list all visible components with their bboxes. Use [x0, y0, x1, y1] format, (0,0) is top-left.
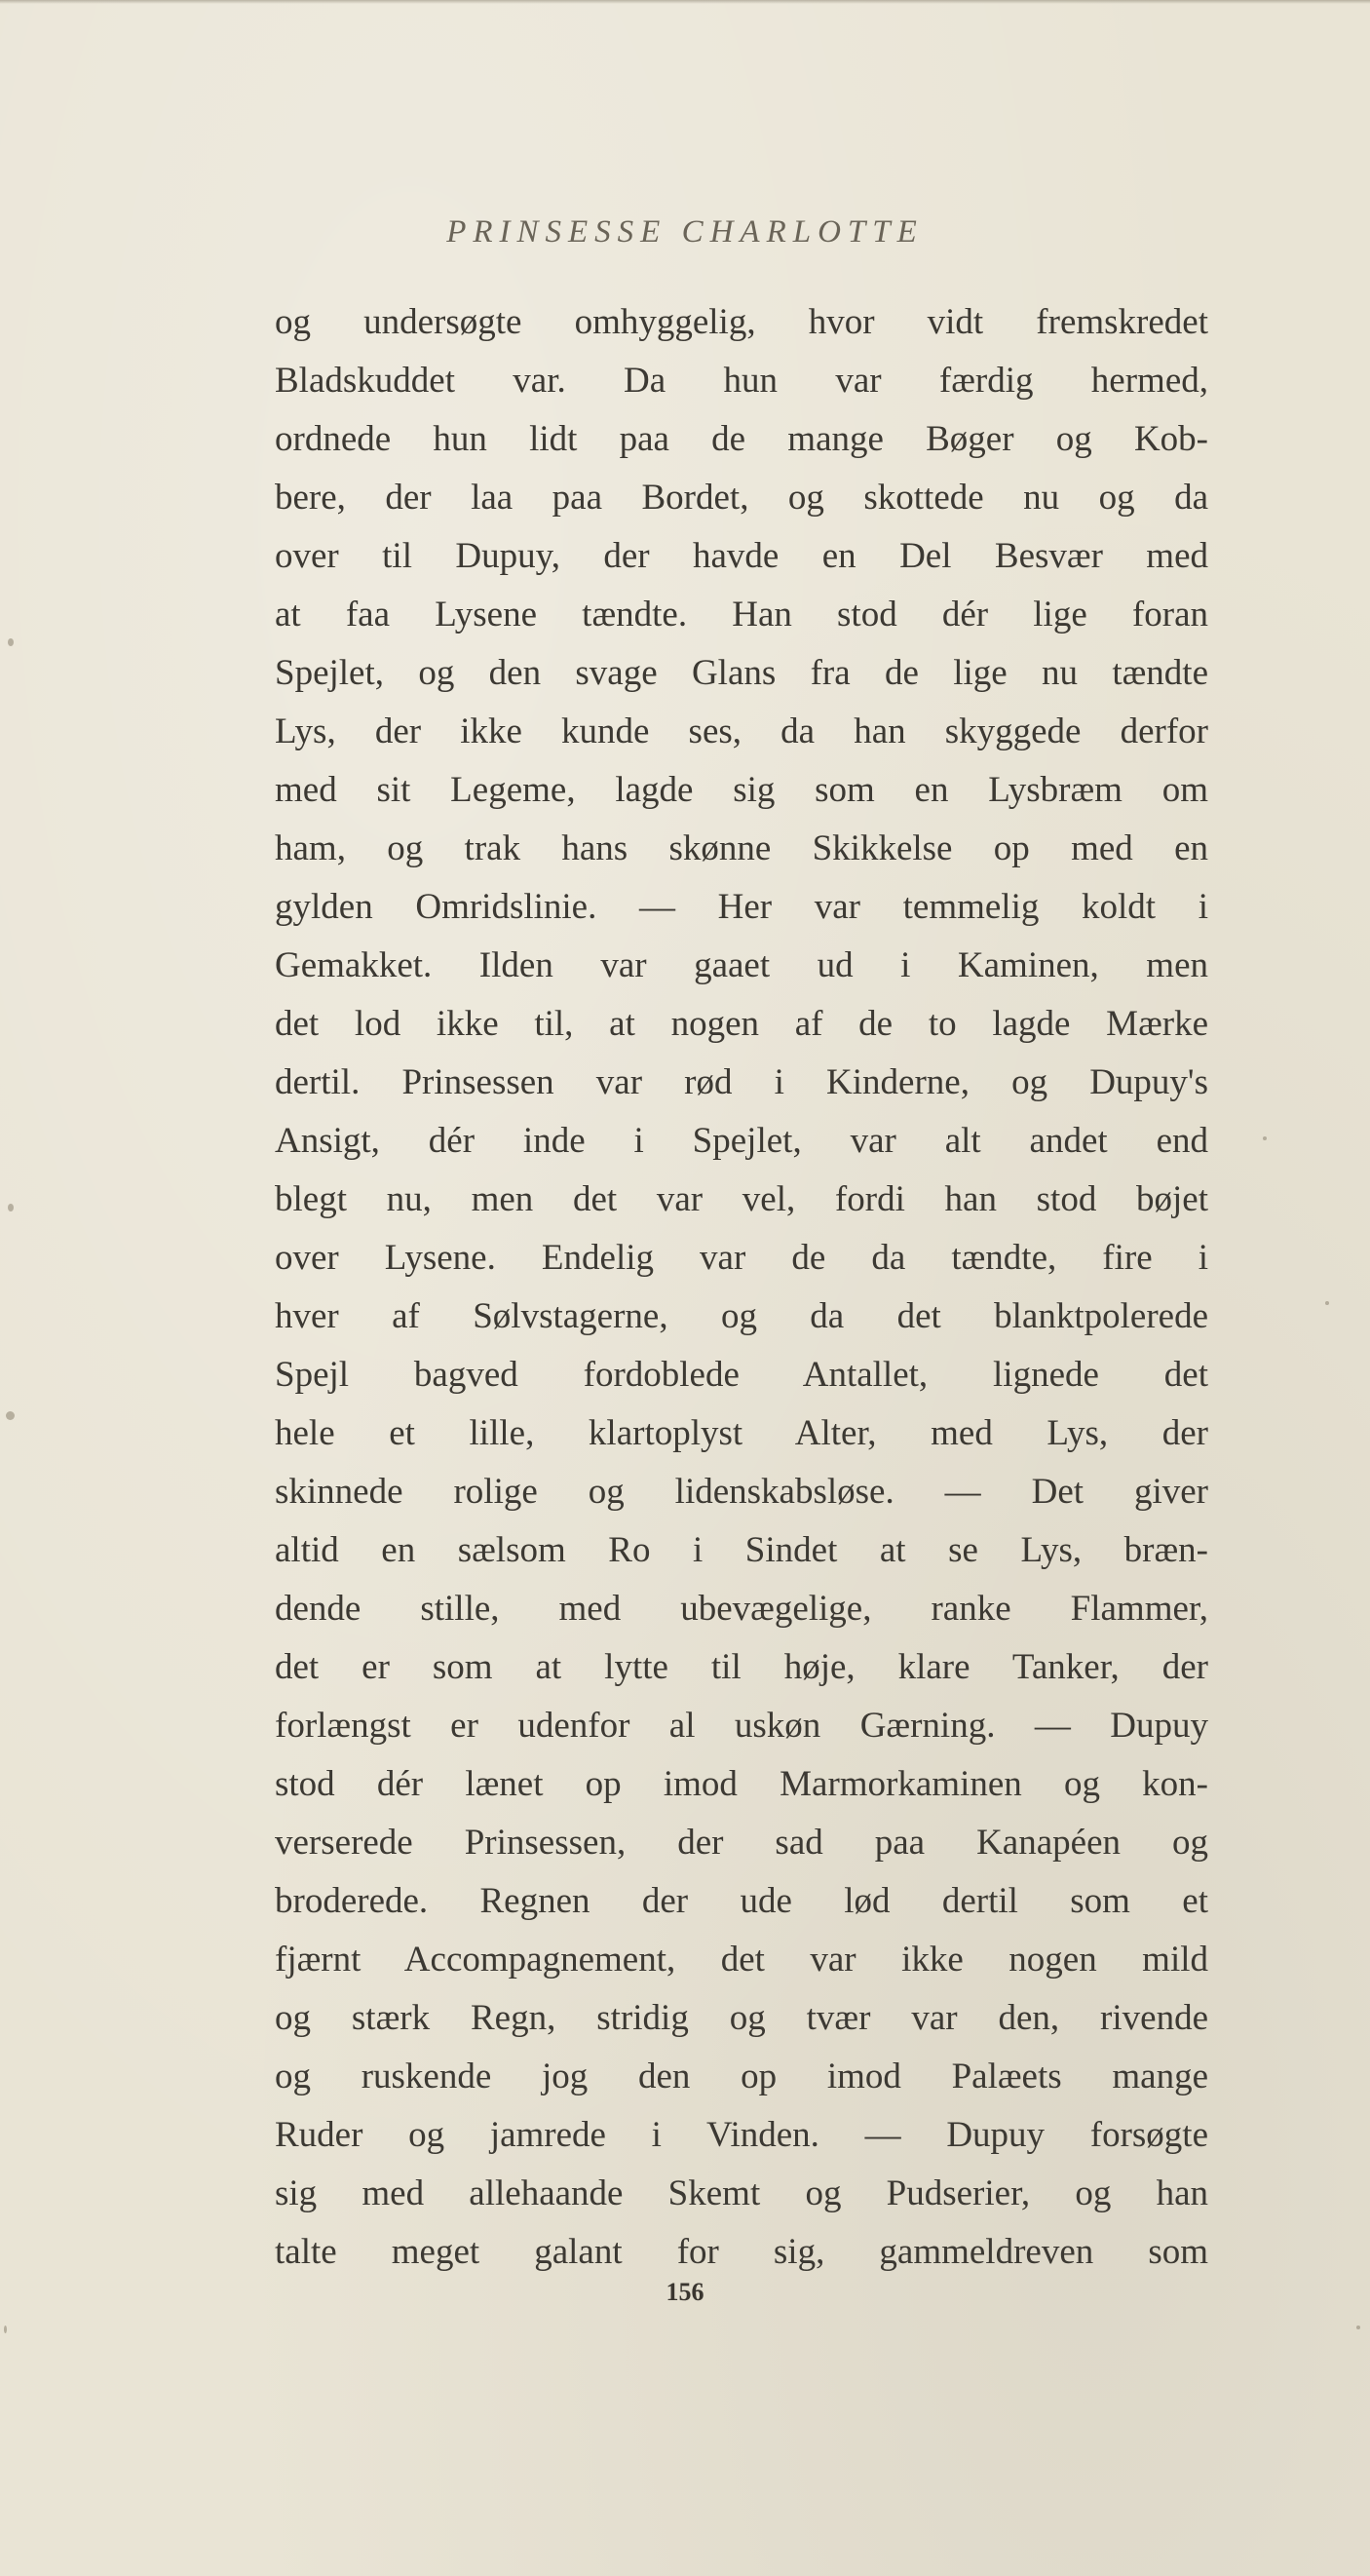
- text-line: broderede. Regnen der ude lød dertil som et: [275, 1881, 1208, 1921]
- text-line: Gemakket. Ilden var gaaet ud i Kaminen, men: [275, 945, 1208, 985]
- text-line: gylden Omridslinie. — Her var temmelig koldt i: [275, 887, 1208, 927]
- text-line: dertil. Prinsessen var rød i Kinderne, og Dupuy's: [275, 1062, 1208, 1102]
- text-line: Ansigt, dér inde i Spejlet, var alt andet end: [275, 1121, 1208, 1161]
- text-line: og undersøgte omhyggelig, hvor vidt fremskredet: [275, 302, 1208, 342]
- text-line: Spejlet, og den svage Glans fra de lige nu tændte: [275, 653, 1208, 693]
- text-line: det lod ikke til, at nogen af de to lagde Mærke: [275, 1004, 1208, 1044]
- text-line: hver af Sølvstagerne, og da det blanktpolerede: [275, 1296, 1208, 1336]
- page-number: 156: [666, 2278, 704, 2306]
- text-line: ordnede hun lidt paa de mange Bøger og Kob-: [275, 419, 1208, 459]
- text-line: Lys, der ikke kunde ses, da han skyggede derfor: [275, 711, 1208, 751]
- text-line: dende stille, med ubevægelige, ranke Flammer,: [275, 1589, 1208, 1629]
- text-line: Spejl bagved fordoblede Antallet, lignede det: [275, 1355, 1208, 1395]
- text-line: det er som at lytte til høje, klare Tanker, der: [275, 1647, 1208, 1687]
- text-line: over Lysene. Endelig var de da tændte, fire i: [275, 1238, 1208, 1278]
- text-line: at faa Lysene tændte. Han stod dér lige foran: [275, 595, 1208, 634]
- text-line: over til Dupuy, der havde en Del Besvær med: [275, 536, 1208, 576]
- text-line: Ruder og jamrede i Vinden. — Dupuy forsøgte: [275, 2115, 1208, 2155]
- text-line: med sit Legeme, lagde sig som en Lysbræm om: [275, 770, 1208, 810]
- page-top-edge: [0, 0, 1370, 4]
- text-line: og ruskende jog den op imod Palæets mange: [275, 2057, 1208, 2096]
- text-line: verserede Prinsessen, der sad paa Kanapéen og: [275, 1823, 1208, 1863]
- text-line: Bladskuddet var. Da hun var færdig hermed,: [275, 361, 1208, 401]
- body-text: [275, 293, 1208, 2282]
- text-line: hele et lille, klartoplyst Alter, med Lys, der: [275, 1413, 1208, 1453]
- text-line: altid en sælsom Ro i Sindet at se Lys, bræn-: [275, 1530, 1208, 1570]
- text-line: ham, og trak hans skønne Skikkelse op med en: [275, 828, 1208, 868]
- text-line: blegt nu, men det var vel, fordi han stod bøjet: [275, 1179, 1208, 1219]
- text-line: skinnede rolige og lidenskabsløse. — Det giver: [275, 1472, 1208, 1512]
- text-line: stod dér lænet op imod Marmorkaminen og kon-: [275, 1764, 1208, 1804]
- running-head: PRINSESSE CHARLOTTE: [446, 214, 924, 250]
- text-line: bere, der laa paa Bordet, og skottede nu og da: [275, 478, 1208, 518]
- text-line: talte meget galant for sig, gammeldreven som: [275, 2232, 1208, 2272]
- text-line: og stærk Regn, stridig og tvær var den, rivende: [275, 1998, 1208, 2038]
- text-line: sig med allehaande Skemt og Pudserier, og han: [275, 2173, 1208, 2213]
- text-line: fjærnt Accompagnement, det var ikke nogen mild: [275, 1940, 1208, 1980]
- text-line: forlængst er udenfor al uskøn Gærning. — Dupuy: [275, 1706, 1208, 1746]
